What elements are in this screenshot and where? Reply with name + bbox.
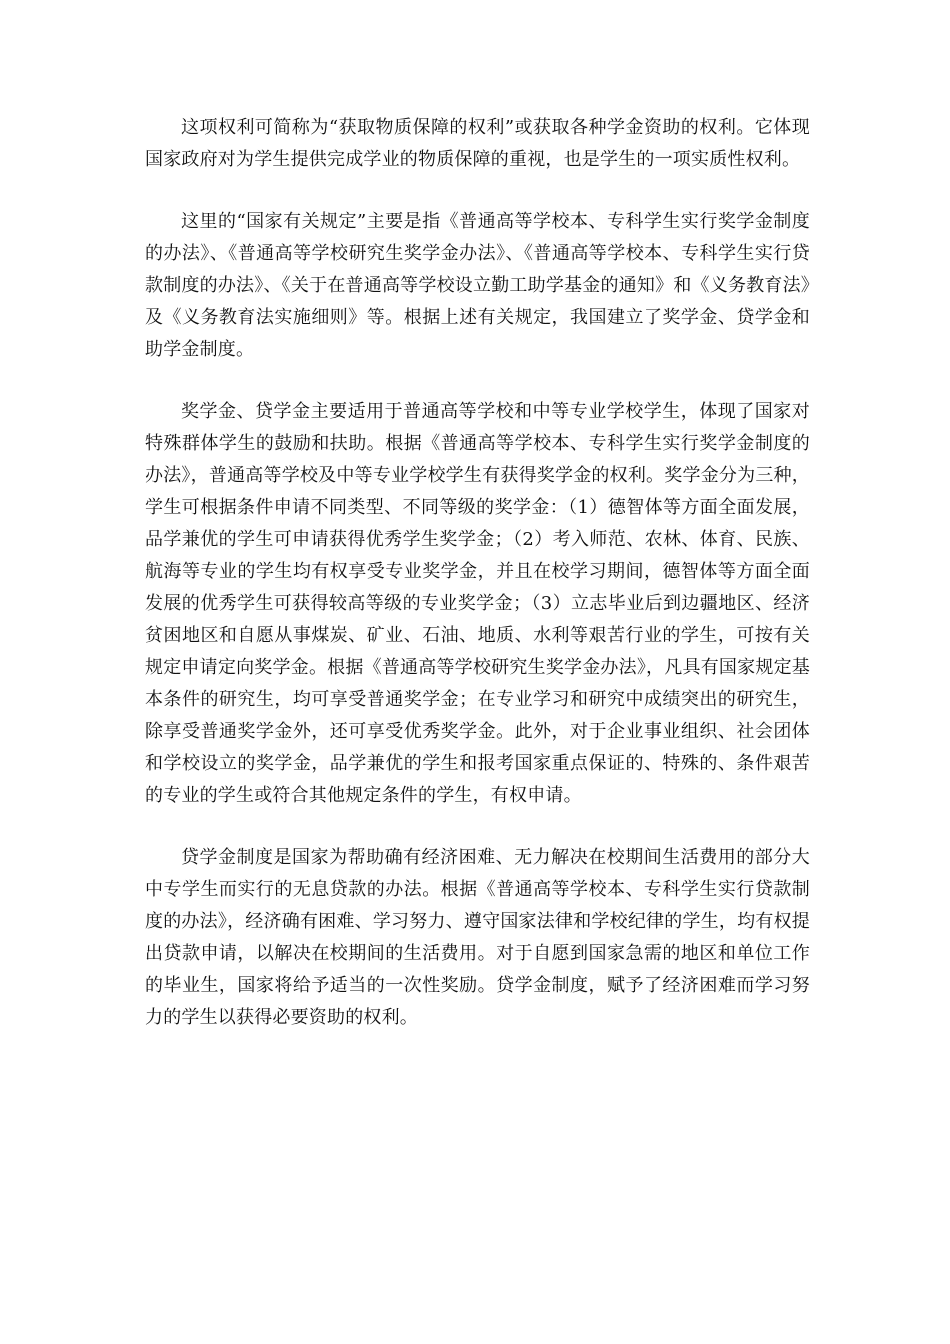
paragraph-national-regulations: 这里的“国家有关规定”主要是指《普通高等学校本、专科学生实行奖学金制度的办法》、《普通高等学校研究生奖学金办法》、《普通高等学校本、专科学生实行贷款制度的办法》、《关于在普通高等学校设立勤工助学基金的通知》和《义务教育法》及《义务教育法实施细则》等。根据上述有关规定，我国建立了奖学金、贷学金和助学金制度。 bbox=[145, 211, 810, 360]
paragraph-material-guarantee-right: 这项权利可简称为“获取物质保障的权利”或获取各种学金资助的权利。它体现国家政府对为学生提供完成学业的物质保障的重视，也是学生的一项实质性权利。 bbox=[145, 117, 810, 170]
document-body bbox=[145, 112, 810, 1064]
paragraph-student-loans: 贷学金制度是国家为帮助确有经济困难、无力解决在校期间生活费用的部分大中专学生而实行的无息贷款的办法。根据《普通高等学校本、专科学生实行贷款制度的办法》，经济确有困难、学习努力、遵守国家法律和学校纪律的学生，均有权提出贷款申请，以解决在校期间的生活费用。对于自愿到国家急需的地区和单位工作的毕业生，国家将给予适当的一次性奖励。贷学金制度，赋予了经济困难而学习努力的学生以获得必要资助的权利。 bbox=[145, 847, 810, 1028]
paragraph-scholarships: 奖学金、贷学金主要适用于普通高等学校和中等专业学校学生，体现了国家对特殊群体学生的鼓励和扶助。根据《普通高等学校本、专科学生实行奖学金制度的办法》，普通高等学校及中等专业学校学生有获得奖学金的权利。奖学金分为三种，学生可根据条件申请不同类型、不同等级的奖学金：（1）德智体等方面全面发展，品学兼优的学生可申请获得优秀学生奖学金；（2）考入师范、农林、体育、民族、航海等专业的学生均有权享受专业奖学金，并且在校学习期间，德智体等方面全面发展的优秀学生可获得较高等级的专业奖学金；（3）立志毕业后到边疆地区、经济贫困地区和自愿从事煤炭、矿业、石油、地质、水利等艰苦行业的学生，可按有关规定申请定向奖学金。根据《普通高等学校研究生奖学金办法》，凡具有国家规定基本条件的研究生，均可享受普通奖学金；在专业学习和研究中成绩突出的研究生，除享受普通奖学金外，还可享受优秀奖学金。此外，对于企业事业组织、社会团体和学校设立的奖学金，品学兼优的学生和报考国家重点保证的、特殊的、条件艰苦的专业的学生或符合其他规定条件的学生，有权申请。 bbox=[145, 401, 810, 806]
